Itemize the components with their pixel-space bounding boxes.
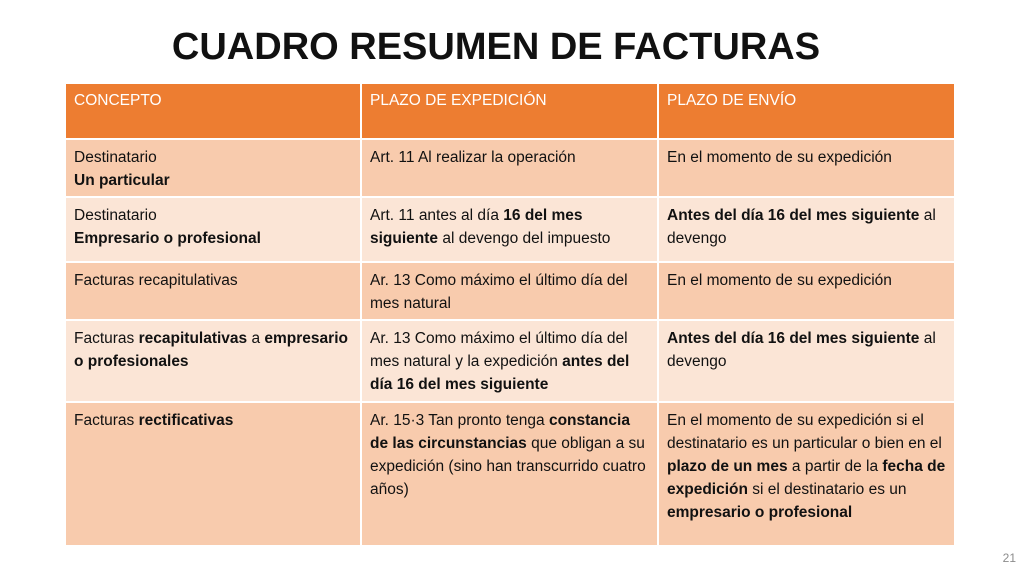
cell-bold-text: Empresario o profesional [74,230,261,247]
cell-concepto [65,139,361,197]
cell-bold-text: recapitulativas [138,330,248,347]
cell-concepto [65,262,361,320]
table-row [65,262,955,320]
summary-table [64,82,956,547]
cell-bold-text: Antes del día 16 del mes siguiente [667,330,920,347]
cell-text: En el momento de su expedición [667,149,892,166]
cell-plazo-envio [658,402,955,546]
cell-bold-text: 16 del mes siguiente [370,207,583,247]
cell-bold-text: rectificativas [138,412,234,429]
header-plazo-envio: PLAZO DE ENVÍO [658,83,955,139]
table-row [65,320,955,402]
cell-bold-text: empresario o profesional [667,504,853,521]
cell-plazo-expedicion [361,320,658,402]
cell-bold-text: empresario o profesionales [74,330,348,370]
cell-bold-text: fecha de expedición [667,458,946,498]
cell-bold-text: antes del día 16 del mes siguiente [370,353,630,393]
table-row [65,197,955,262]
table-row [65,402,955,546]
cell-plazo-expedicion [361,262,658,320]
cell-text: si el destinatario es un [747,481,907,498]
cell-text: En el momento de su expedición [667,272,892,289]
cell-bold-text: Antes del día 16 del mes siguiente [667,207,920,224]
cell-bold-text: constancia de las circunstancias [370,412,630,452]
cell-concepto [65,402,361,546]
cell-plazo-envio [658,197,955,262]
header-plazo-expedicion: PLAZO DE EXPEDICIÓN [361,83,658,139]
cell-plazo-expedicion [361,139,658,197]
header-concepto: CONCEPTO [65,83,361,139]
slide-title: CUADRO RESUMEN DE FACTURAS [171,26,821,68]
cell-text: Facturas [74,330,139,347]
cell-text: Facturas recapitulativas [74,272,238,289]
cell-bold-text: plazo de un mes [667,458,788,475]
table-header-row [65,83,955,139]
table-row [65,139,955,197]
cell-plazo-expedicion [361,197,658,262]
page-number: 21 [1002,551,1016,565]
cell-text: Ar. 15·3 Tan pronto tenga [370,412,549,429]
cell-concepto [65,320,361,402]
cell-text: a [247,330,265,347]
cell-text: Destinatario [74,207,157,224]
cell-plazo-envio [658,320,955,402]
cell-text: a partir de la [787,458,883,475]
cell-plazo-expedicion [361,402,658,546]
cell-text: Facturas [74,412,139,429]
cell-text: al devengo [667,207,936,247]
cell-text: Art. 11 Al realizar la operación [370,149,576,166]
cell-bold-text: Un particular [74,172,170,189]
cell-text: Destinatario [74,149,157,166]
cell-text: Art. 11 antes al día [370,207,504,224]
cell-text: que obligan a su expedición (sino han transcurrido cuatro años) [370,435,646,498]
cell-text: Ar. 13 Como máximo el último día del mes natural y la expedición [370,330,628,370]
cell-plazo-envio [658,262,955,320]
cell-plazo-envio [658,139,955,197]
cell-text: Ar. 13 Como máximo el último día del mes natural [370,272,628,312]
cell-concepto [65,197,361,262]
cell-text: al devengo del impuesto [438,230,611,247]
cell-text: al devengo [667,330,936,370]
cell-text: En el momento de su expedición si el destinatario es un particular o bien en el [667,412,942,452]
